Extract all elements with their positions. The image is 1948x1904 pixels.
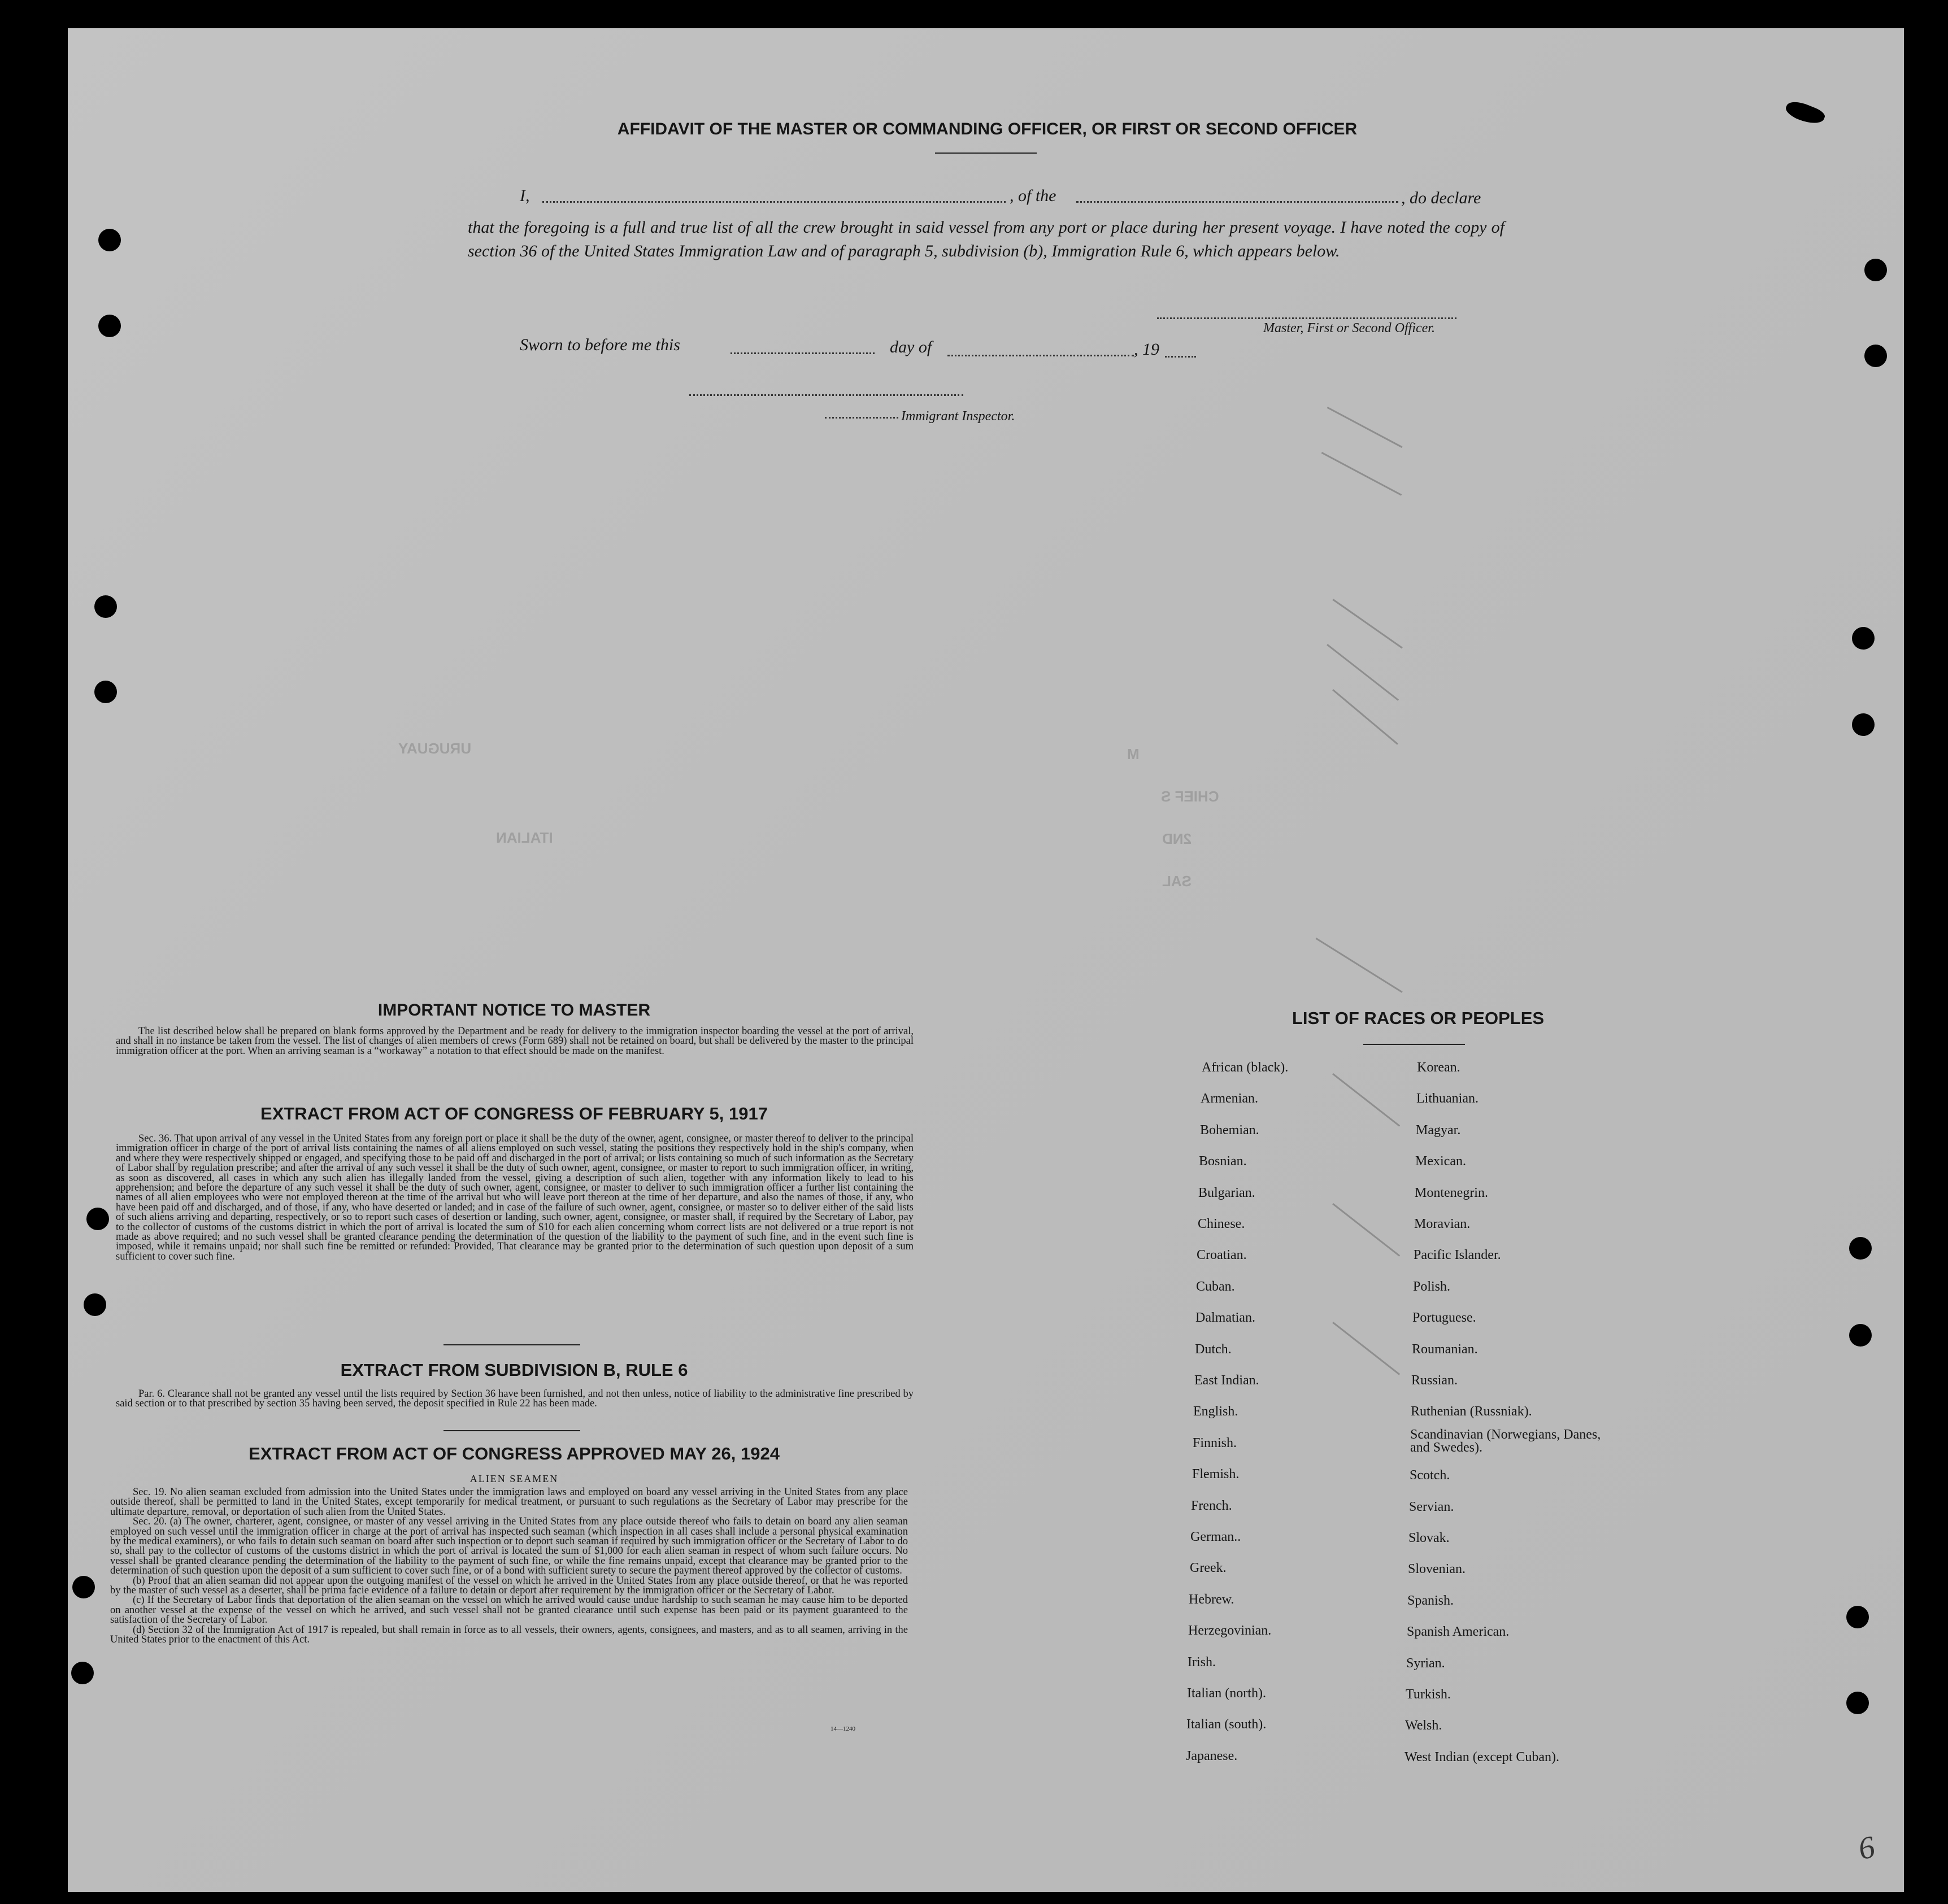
sworn-day-blank[interactable] [731,352,875,354]
race-item: Cuban. [1196,1279,1235,1294]
paragraph: (b) Proof that an alien seaman did not appear upon the outgoing manifest of the vessel on which he arrived in the United States from any place outside thereof, or that he was reported by the master of such vessel as a deserter, shall be prima facie evidence of a failure to detain or deport after requirement by the immigration officer or the Secretary of Labor. [110,1575,908,1597]
sworn-day-of: day of [890,338,932,356]
signature-blank[interactable] [1157,317,1456,319]
punch-hole [1864,345,1887,367]
extract-1924-title: EXTRACT FROM ACT OF CONGRESS APPROVED MAY 26, 1924 [249,1444,780,1463]
races-title: LIST OF RACES OR PEOPLES [1292,1008,1545,1028]
sworn-year: , 19 [1134,340,1159,359]
race-item: Italian (north). [1187,1686,1266,1701]
race-item: Ruthenian (Russniak). [1411,1404,1532,1419]
form-number: 14—1240 [830,1726,855,1732]
punch-hole [84,1293,106,1316]
race-item: West Indian (except Cuban). [1405,1750,1559,1764]
race-item: Moravian. [1414,1217,1471,1231]
race-item: Polish. [1413,1279,1451,1294]
race-item: Italian (south). [1186,1717,1267,1732]
race-item: Servian. [1409,1500,1454,1514]
punch-hole [86,1208,109,1230]
race-item: Scotch. [1410,1468,1450,1483]
divider [935,153,1037,154]
paragraph: Sec. 19. No alien seaman excluded from admission into the United States under the immigration laws and employed on board any vessel arriving in the United States from any place outside thereof, shall be permitted to land in the United States, except temporarily for medical treatment, or pursuant to such regulations as the Secretary of Labor may prescribe for the ultimate departure, removal, or deportation of such alien from the United States. [110,1487,908,1518]
divider [443,1430,580,1431]
affidavit-declare: , do declare [1401,189,1481,207]
race-item: Bohemian. [1200,1123,1259,1138]
divider [1363,1044,1465,1045]
corner-mark: 6 [1855,1829,1879,1867]
race-item: Welsh. [1405,1718,1442,1733]
race-item: Flemish. [1192,1467,1240,1482]
race-item: Montenegrin. [1415,1186,1488,1200]
race-item: Slovak. [1408,1531,1450,1545]
affidavit-i: I, [520,186,530,205]
affidavit-of-the: , of the [1010,186,1056,205]
sworn-year-blank[interactable] [1165,356,1196,358]
race-item: African (black). [1202,1060,1289,1075]
bleed-text: CHIEF S [1161,788,1219,805]
race-item: German.. [1190,1530,1241,1544]
race-item: Scandinavian (Norwegians, Danes, and Swedes). [1410,1427,1601,1455]
bleed-text: SAL [1162,873,1192,890]
race-item: Greek. [1190,1561,1227,1575]
race-item: Finnish. [1193,1436,1237,1450]
punch-hole [1852,713,1875,736]
affidavit-body: that the foregoing is a full and true list of all the crew brought in said vessel from any port or place during her present voyage. I have noted the copy of section 36 of the United States Immigration Law and of paragraph 5, subdivision (b), Immigration Rule 6, which appears below. [468,218,1505,260]
race-item: Spanish. [1407,1593,1454,1608]
inspector-label: Immigrant Inspector. [901,409,1015,424]
race-item: Slovenian. [1408,1562,1466,1576]
race-item: Pacific Islander. [1414,1248,1501,1262]
bleed-text: 2ND [1162,830,1192,847]
race-item: Turkish. [1406,1687,1451,1702]
race-item: Dutch. [1195,1342,1232,1357]
punch-hole [72,1576,95,1598]
race-item: Dalmatian. [1195,1310,1255,1325]
extract-rule6-title: EXTRACT FROM SUBDIVISION B, RULE 6 [340,1360,688,1380]
punch-hole [1849,1237,1872,1260]
race-item: Portuguese. [1412,1310,1476,1325]
race-item: Spanish American. [1407,1624,1510,1639]
race-item: Magyar. [1416,1123,1461,1138]
race-item: Hebrew. [1189,1592,1234,1607]
race-item: Herzegovinian. [1188,1623,1272,1638]
vessel-blank[interactable] [1076,201,1398,203]
extract-1917-body: Sec. 36. That upon arrival of any vessel in the United States from any foreign port or place it shall be the duty of the owner, agent, consignee, or master thereof to deliver to the principal immigration officer in charge of the port of arrival lists containing the names of all aliens employed on such vessel, stating the positions they respectively hold in the ship's company, when and where they were respectively shipped or engaged, and specifying those to be paid off and discharged in the port of arrival; or lists containing so much of such information as the Secretary of Labor shall by regulation prescribe; and after the arrival of any such vessel it shall be the duty of such owner, agent, consignee, or master to report to such immigration officer, in writing, as soon as discovered, all cases in which any such alien has illegally landed from the vessel, giving a description of such alien, together with any information likely to lead to his apprehension; and before the departure of any such vessel it shall be the duty of such owner, agent, consignee, or master to deliver to such immigration officer a further list containing the names of all alien employees who were not employed thereon at the time of the arrival but who will leave port thereon at the time of her departure, and also the names of those, if any, who have been paid off and discharged, and of those, if any, who have deserted or landed; and in case of the failure of such owner, agent, consignee, or master so to deliver either of the said lists of such aliens arriving and departing, respectively, or so to report such cases of desertion or landing, such owner, agent, consignee, or master shall, if required by the Secretary of Labor, pay to the collector of customs of the customs district in which the port of arrival is located the sum of $10 for each alien concerning whom correct lists are not delivered or a true report is not made as above required; and no such vessel shall be granted clearance pending the determination of the question of the liability to the payment of such fine, and in the event such fine is imposed, while it remains unpaid; nor shall such fine be remitted or refunded: Provided, That clearance may be granted prior to the determination of such question upon deposit of a sum sufficient to cover such fine. [116,1133,914,1262]
punch-hole [1864,259,1887,281]
race-item: Bosnian. [1199,1154,1247,1169]
paragraph: Sec. 20. (a) The owner, charterer, agent, consignee, or master of any vessel arriving in the United States from any place outside thereof who fails to detain on board any alien seaman employed on such vessel until the immigration officer in charge at the port of arrival has inspected such seaman (which inspection in all cases shall include a personal physical examination by the medical examiners), or who fails to detain such seaman on board after such inspection or to deport such seaman if required by such immigration officer or the Secretary of Labor to do so, shall pay to the collector of customs of the customs district in which the port of arrival is located the sum of $1,000 for each alien seaman in respect of whom such failure occurs. No vessel shall be granted clearance pending the determination of the liability to the payment of such fine, or while the fine remains unpaid, except that clearance may be granted prior to the determination of such question upon the deposit of a sum sufficient to cover such fine, or of a bond with sufficient surety to secure the payment thereof approved by the collector of customs. [110,1516,908,1577]
affidavit-title: AFFIDAVIT OF THE MASTER OR COMMANDING OFFICER, OR FIRST OR SECOND OFFICER [617,120,1358,138]
paragraph: (d) Section 32 of the Immigration Act of 1917 is repealed, but shall remain in force as to all vessels, their owners, agents, consignees, and masters, and as to all seamen, arriving in the United States prior to the enactment of this Act. [110,1624,908,1646]
notice-body: The list described below shall be prepared on blank forms approved by the Department and be ready for delivery to the immigration inspector boarding the vessel at the port of arrival, and shall in no instance be taken from the vessel. The list of changes of alien members of crews (Form 689) shall not be retained on board, but shall be delivered by the master to the principal immigration officer at the port. When an arriving seaman is a “workaway” a notation to that effect should be made on the manifest. [116,1026,914,1057]
signature-label: Master, First or Second Officer. [1263,321,1435,336]
punch-hole [1849,1324,1872,1347]
alien-seamen-subtitle: ALIEN SEAMEN [469,1473,559,1484]
notice-title: IMPORTANT NOTICE TO MASTER [377,1001,651,1019]
punch-hole [94,681,117,703]
inspector-signature-blank[interactable] [689,394,963,396]
race-item: Japanese. [1186,1749,1238,1763]
race-item: Syrian. [1406,1656,1445,1671]
punch-hole [71,1662,94,1684]
punch-hole [98,229,121,251]
divider [443,1344,580,1345]
sworn-prefix: Sworn to before me this [520,336,680,354]
punch-hole [98,315,121,337]
race-item: Croatian. [1197,1248,1247,1262]
race-item: Mexican. [1415,1154,1466,1169]
extract-1917-title: EXTRACT FROM ACT OF CONGRESS OF FEBRUARY 5, 1917 [260,1104,768,1123]
race-item: English. [1193,1404,1238,1419]
race-item: East Indian. [1194,1373,1259,1388]
name-blank[interactable] [542,201,1006,203]
race-item: Russian. [1411,1373,1458,1388]
race-item: Roumanian. [1412,1342,1478,1357]
extract-1924-body [110,1488,908,1645]
race-item: French. [1191,1498,1232,1513]
race-item: Bulgarian. [1198,1186,1255,1200]
bleed-text: URUGUAY [398,740,472,757]
race-item: Armenian. [1201,1091,1258,1106]
race-item: Irish. [1188,1655,1216,1670]
bleed-text: M [1127,746,1140,763]
punch-hole [1846,1606,1869,1628]
inspector-short-blank[interactable] [825,417,898,419]
paragraph: (c) If the Secretary of Labor finds that deportation of the alien seaman on the vessel on which he arrived would cause undue hardship to such seaman he may cause him to be deported on another vessel at the expense of the vessel on which he arrived, and such vessel shall not be granted clearance until such expense has been paid or its payment guaranteed to the satisfaction of the Secretary of Labor. [110,1594,908,1626]
extract-rule6-body: Par. 6. Clearance shall not be granted any vessel until the lists required by Section 36 have been furnished, and not then unless, notice of liability to the administrative fine prescribed by said section or to that prescribed by section 35 having been served, the deposit specified in Rule 22 has been made. [116,1388,914,1410]
race-item: Lithuanian. [1416,1091,1479,1106]
sworn-month-blank[interactable] [947,355,1134,356]
bleed-text: ITALIAN [496,829,553,846]
race-item: Korean. [1417,1060,1460,1075]
punch-hole [1846,1692,1869,1714]
race-item: Chinese. [1198,1217,1245,1231]
punch-hole [1852,627,1875,650]
punch-hole [94,595,117,618]
